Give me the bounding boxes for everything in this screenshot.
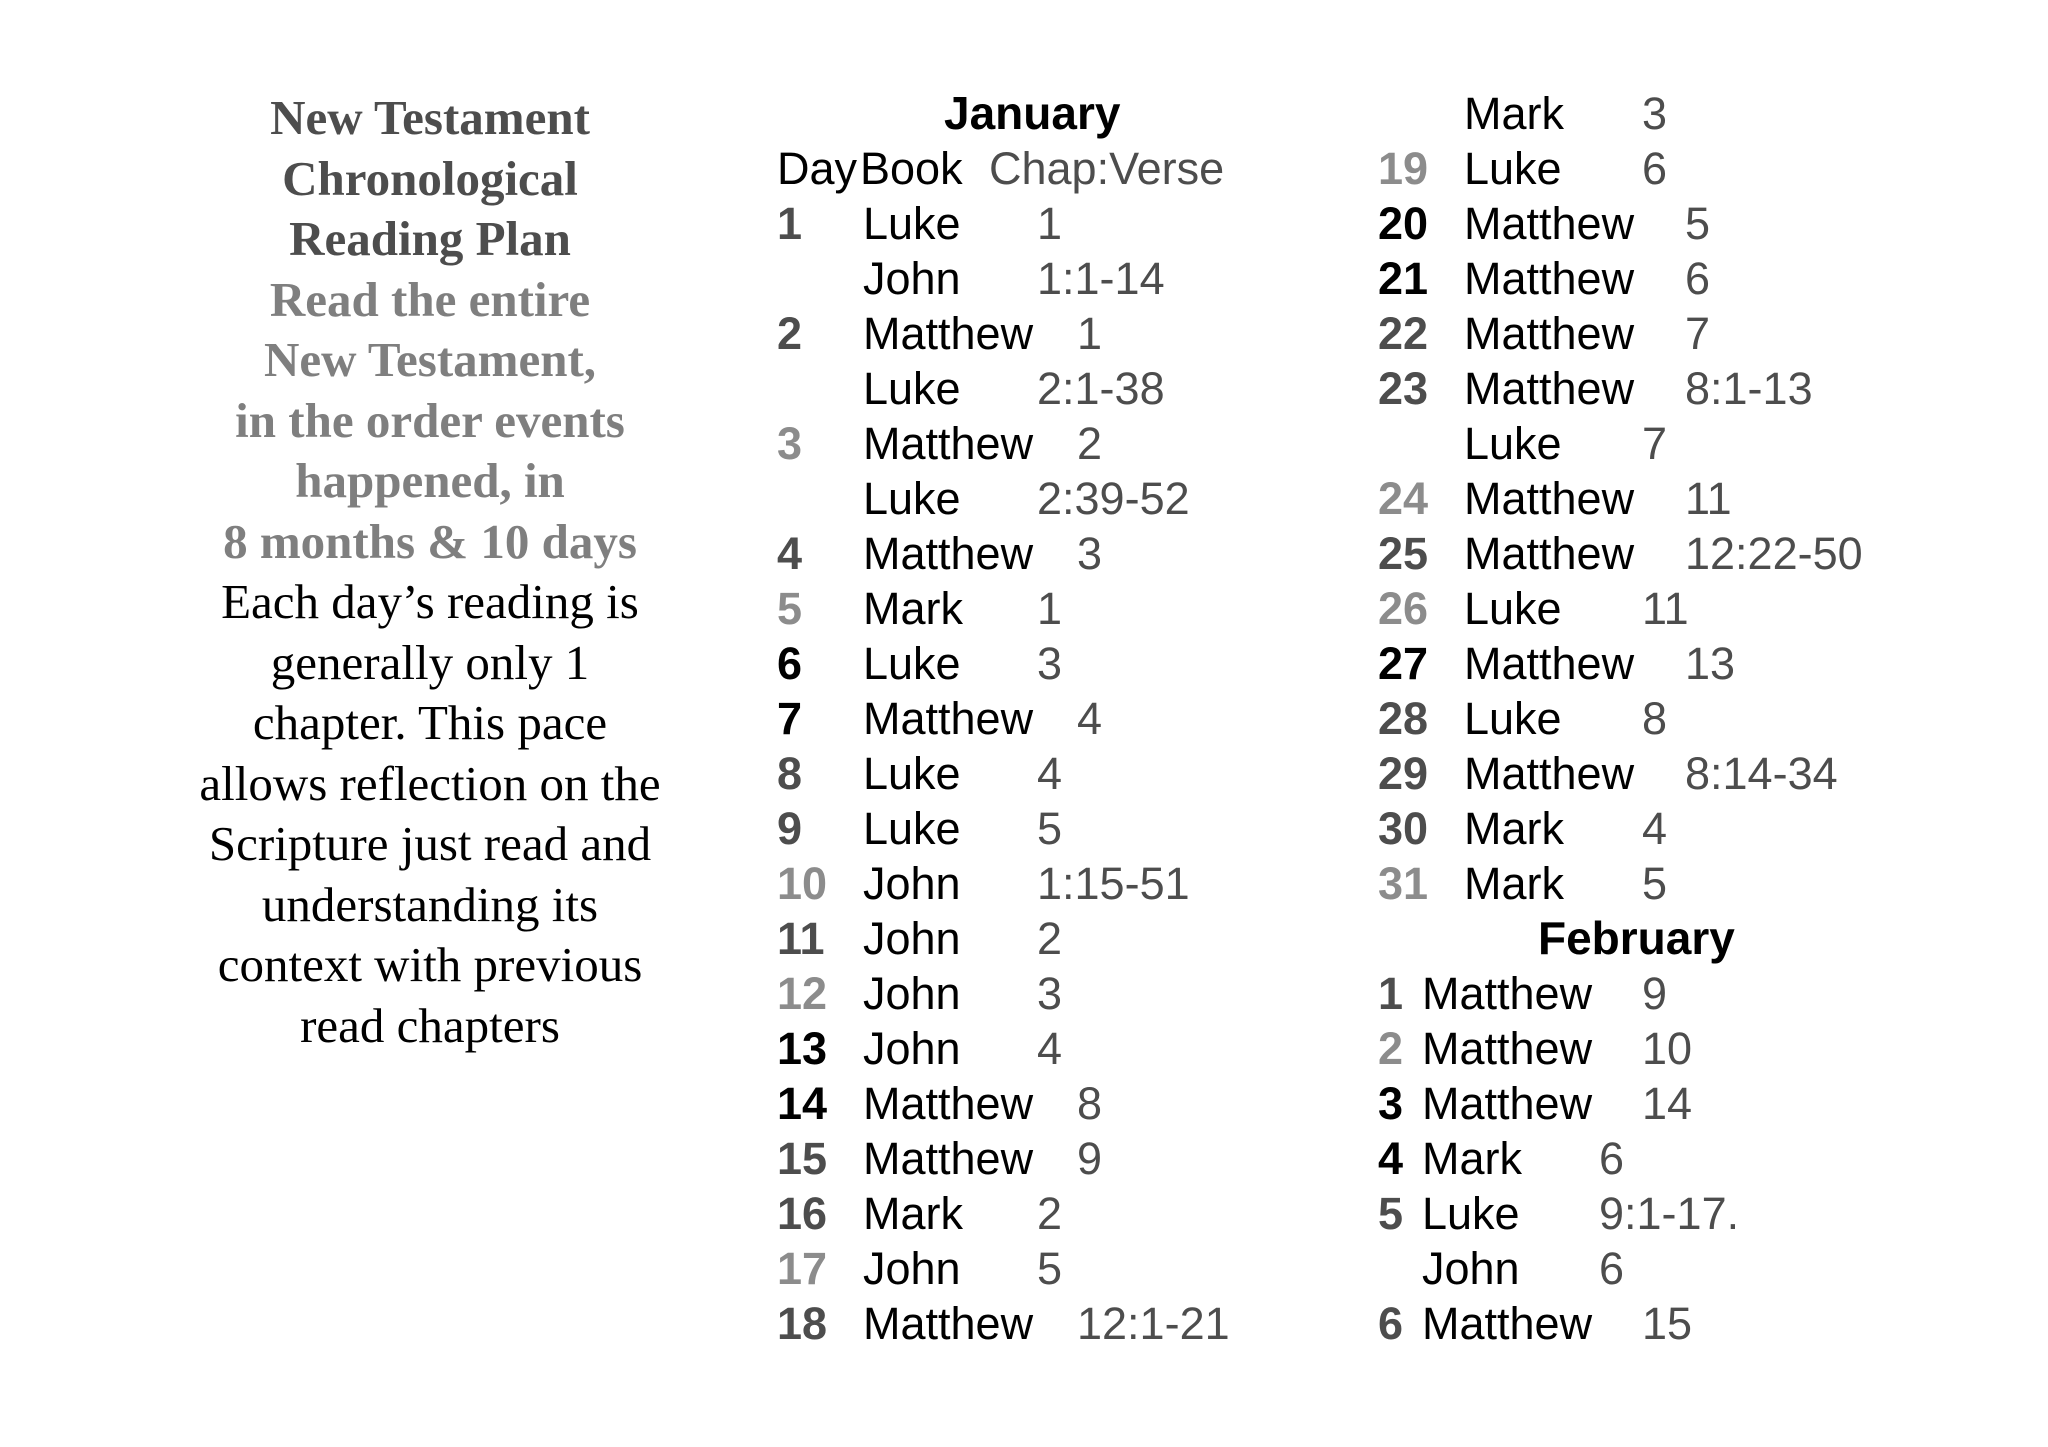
book-name: Matthew xyxy=(1422,1078,1593,1129)
book-name: Matthew xyxy=(1464,363,1635,414)
chapter-verse: 2 xyxy=(1037,913,1063,964)
day-number: 10 xyxy=(777,858,828,909)
book-name: Matthew xyxy=(1464,198,1635,249)
book-name: John xyxy=(863,858,961,909)
plan-subtitle-line-5: 8 months & 10 days xyxy=(223,513,637,569)
book-name: John xyxy=(863,913,961,964)
day-number: 15 xyxy=(777,1133,828,1184)
reading-row xyxy=(777,966,1337,1021)
chapter-verse: 2:39-52 xyxy=(1037,473,1190,524)
chapter-verse: 4 xyxy=(1037,1023,1063,1074)
book-name: Matthew xyxy=(1422,1023,1593,1074)
book-name: Mark xyxy=(863,583,963,634)
day-number: 4 xyxy=(777,528,803,579)
book-name: Matthew xyxy=(1464,253,1635,304)
reading-row xyxy=(777,1186,1337,1241)
reading-row xyxy=(1378,1021,1938,1076)
chapter-verse: 12:22-50 xyxy=(1685,528,1863,579)
chapter-verse: 3 xyxy=(1037,638,1063,689)
reading-row xyxy=(1378,526,1938,581)
reading-row xyxy=(1378,581,1938,636)
reading-row xyxy=(1378,416,1938,471)
book-name: Matthew xyxy=(863,528,1034,579)
reading-row xyxy=(777,1076,1337,1131)
day-number: 31 xyxy=(1378,858,1429,909)
reading-row xyxy=(777,801,1337,856)
chapter-verse: 6 xyxy=(1642,143,1668,194)
book-name: Luke xyxy=(1464,418,1562,469)
reading-row xyxy=(1378,1296,1938,1351)
book-name: Matthew xyxy=(1464,473,1635,524)
book-name: Luke xyxy=(1422,1188,1520,1239)
day-number: 9 xyxy=(777,803,803,854)
book-name: Mark xyxy=(1464,803,1564,854)
plan-description-line-6: understanding its xyxy=(261,876,599,932)
plan-description-line-8: read chapters xyxy=(300,997,560,1053)
book-name: Matthew xyxy=(1464,638,1635,689)
book-name: John xyxy=(863,1243,961,1294)
day-number: 3 xyxy=(1378,1078,1404,1129)
day-number: 21 xyxy=(1378,253,1429,304)
chapter-verse: 1 xyxy=(1037,583,1063,634)
plan-description-line-4: allows reflection on the xyxy=(199,755,661,811)
day-number: 26 xyxy=(1378,583,1429,634)
chapter-verse: 13 xyxy=(1685,638,1736,689)
chapter-verse: 2:1-38 xyxy=(1037,363,1165,414)
header-chap-verse: Chap:Verse xyxy=(989,143,1225,194)
plan-description-line-2: generally only 1 xyxy=(270,634,590,690)
reading-row xyxy=(777,1131,1337,1186)
reading-row xyxy=(777,416,1337,471)
month-heading-january: January xyxy=(944,87,1121,139)
day-number: 1 xyxy=(777,198,803,249)
chapter-verse: 6 xyxy=(1599,1243,1625,1294)
book-name: Matthew xyxy=(863,1298,1034,1349)
reading-row xyxy=(777,1296,1337,1351)
reading-row xyxy=(777,581,1337,636)
reading-row xyxy=(1378,361,1938,416)
book-name: Luke xyxy=(863,803,961,854)
plan-description-line-7: context with previous xyxy=(217,937,643,992)
reading-row xyxy=(1378,691,1938,746)
chapter-verse: 8:1-13 xyxy=(1685,363,1813,414)
chapter-verse: 14 xyxy=(1642,1078,1693,1129)
day-number: 6 xyxy=(1378,1298,1404,1349)
day-number: 3 xyxy=(777,418,803,469)
reading-row xyxy=(1378,856,1938,911)
reading-row xyxy=(777,746,1337,801)
chapter-verse: 2 xyxy=(1037,1188,1063,1239)
day-number: 5 xyxy=(777,583,803,634)
reading-row xyxy=(1378,966,1938,1021)
chapter-verse: 1:1-14 xyxy=(1037,253,1165,304)
plan-title-line-1: New Testament xyxy=(270,90,590,145)
day-number: 22 xyxy=(1378,308,1429,359)
day-number: 30 xyxy=(1378,803,1429,854)
reading-row xyxy=(1378,1131,1938,1186)
day-number: 11 xyxy=(777,913,825,964)
chapter-verse: 9 xyxy=(1642,968,1668,1019)
book-name: Matthew xyxy=(863,418,1034,469)
chapter-verse: 5 xyxy=(1642,858,1668,909)
chapter-verse: 5 xyxy=(1685,198,1711,249)
plan-description-line-5: Scripture just read and xyxy=(208,816,652,871)
reading-row xyxy=(777,691,1337,746)
book-name: Matthew xyxy=(863,1133,1034,1184)
day-number: 7 xyxy=(777,693,803,744)
chapter-verse: 3 xyxy=(1037,968,1063,1019)
chapter-verse: 7 xyxy=(1642,418,1668,469)
book-name: Luke xyxy=(863,363,961,414)
plan-subtitle-line-2: New Testament, xyxy=(263,332,597,387)
book-name: Mark xyxy=(1422,1133,1522,1184)
reading-row xyxy=(1378,1186,1938,1241)
header-day: Day xyxy=(777,143,858,194)
reading-row xyxy=(777,856,1337,911)
chapter-verse: 11 xyxy=(1685,473,1732,524)
day-number: 28 xyxy=(1378,693,1429,744)
book-name: Luke xyxy=(863,638,961,689)
chapter-verse: 9 xyxy=(1077,1133,1103,1184)
day-number: 6 xyxy=(777,638,803,689)
chapter-verse: 4 xyxy=(1642,803,1668,854)
header-book: Book xyxy=(860,143,963,194)
reading-row xyxy=(1378,251,1938,306)
reading-row xyxy=(777,1241,1337,1296)
book-name: Matthew xyxy=(1464,308,1635,359)
book-name: Matthew xyxy=(1422,968,1593,1019)
day-number: 27 xyxy=(1378,638,1429,689)
chapter-verse: 8 xyxy=(1077,1078,1103,1129)
chapter-verse: 15 xyxy=(1642,1298,1693,1349)
book-name: John xyxy=(1422,1243,1520,1294)
day-number: 20 xyxy=(1378,198,1429,249)
day-number: 14 xyxy=(777,1078,828,1129)
day-number: 25 xyxy=(1378,528,1429,579)
january-column-2 xyxy=(1378,86,1938,1376)
day-number: 29 xyxy=(1378,748,1429,799)
book-name: Matthew xyxy=(863,308,1034,359)
book-name: Matthew xyxy=(863,1078,1034,1129)
chapter-verse: 5 xyxy=(1037,1243,1063,1294)
reading-row xyxy=(1378,801,1938,856)
book-name: John xyxy=(863,968,961,1019)
chapter-verse: 12:1-21 xyxy=(1077,1298,1230,1349)
day-number: 12 xyxy=(777,968,828,1019)
day-number: 5 xyxy=(1378,1188,1404,1239)
day-number: 1 xyxy=(1378,968,1404,1019)
book-name: John xyxy=(863,253,961,304)
book-name: Matthew xyxy=(1464,528,1635,579)
reading-row xyxy=(1378,196,1938,251)
chapter-verse: 4 xyxy=(1077,693,1103,744)
reading-row xyxy=(777,911,1337,966)
day-number: 23 xyxy=(1378,363,1429,414)
chapter-verse: 6 xyxy=(1685,253,1711,304)
day-number: 2 xyxy=(1378,1023,1404,1074)
chapter-verse: 6 xyxy=(1599,1133,1625,1184)
plan-subtitle-line-4: happened, in xyxy=(295,453,565,508)
day-number: 24 xyxy=(1378,473,1429,524)
reading-row xyxy=(777,471,1337,526)
plan-subtitle-line-1: Read the entire xyxy=(269,271,591,327)
day-number: 16 xyxy=(777,1188,828,1239)
chapter-verse: 10 xyxy=(1642,1023,1693,1074)
reading-row xyxy=(777,306,1337,361)
book-name: Matthew xyxy=(1464,748,1635,799)
plan-title-line-2: Chronological xyxy=(282,150,578,206)
reading-row xyxy=(1378,471,1938,526)
chapter-verse: 3 xyxy=(1642,88,1668,139)
chapter-verse: 5 xyxy=(1037,803,1063,854)
book-name: Luke xyxy=(1464,143,1562,194)
day-number: 18 xyxy=(777,1298,828,1349)
chapter-verse: 8 xyxy=(1642,693,1668,744)
book-name: Luke xyxy=(863,198,961,249)
reading-row xyxy=(1378,636,1938,691)
book-name: Mark xyxy=(863,1188,963,1239)
reading-row xyxy=(777,361,1337,416)
january-column-1 xyxy=(777,86,1297,1376)
day-number: 4 xyxy=(1378,1133,1404,1184)
book-name: Mark xyxy=(1464,858,1564,909)
book-name: Luke xyxy=(1464,583,1562,634)
chapter-verse: 4 xyxy=(1037,748,1063,799)
book-name: John xyxy=(863,1023,961,1074)
day-number: 17 xyxy=(777,1243,828,1294)
day-number: 19 xyxy=(1378,143,1429,194)
reading-row xyxy=(777,1021,1337,1076)
reading-row xyxy=(1378,86,1938,141)
reading-row xyxy=(777,636,1337,691)
book-name: Mark xyxy=(1464,88,1564,139)
intro-text-block xyxy=(170,88,690,1056)
reading-row xyxy=(1378,306,1938,361)
plan-description-line-3: chapter. This pace xyxy=(252,695,608,750)
month-heading-february: February xyxy=(1538,912,1735,964)
day-number: 2 xyxy=(777,308,803,359)
chapter-verse: 2 xyxy=(1077,418,1103,469)
reading-row xyxy=(777,526,1337,581)
chapter-verse: 1 xyxy=(1077,308,1103,359)
book-name: Matthew xyxy=(1422,1298,1593,1349)
book-name: Luke xyxy=(863,748,961,799)
book-name: Matthew xyxy=(863,693,1034,744)
plan-description-line-1: Each day’s reading is xyxy=(221,574,639,629)
plan-subtitle-line-3: in the order events xyxy=(235,392,625,448)
reading-row xyxy=(777,251,1337,306)
chapter-verse: 9:1-17. xyxy=(1599,1188,1740,1239)
reading-row xyxy=(777,196,1337,251)
day-number: 13 xyxy=(777,1023,828,1074)
book-name: Luke xyxy=(1464,693,1562,744)
reading-row xyxy=(1378,1076,1938,1131)
chapter-verse: 11 xyxy=(1642,583,1689,634)
plan-title-line-3: Reading Plan xyxy=(289,211,571,266)
reading-row xyxy=(1378,746,1938,801)
chapter-verse: 3 xyxy=(1077,528,1103,579)
chapter-verse: 1:15-51 xyxy=(1037,858,1190,909)
chapter-verse: 7 xyxy=(1685,308,1711,359)
day-number: 8 xyxy=(777,748,803,799)
reading-row xyxy=(1378,141,1938,196)
chapter-verse: 1 xyxy=(1037,198,1063,249)
book-name: Luke xyxy=(863,473,961,524)
chapter-verse: 8:14-34 xyxy=(1685,748,1838,799)
reading-row xyxy=(1378,1241,1938,1296)
